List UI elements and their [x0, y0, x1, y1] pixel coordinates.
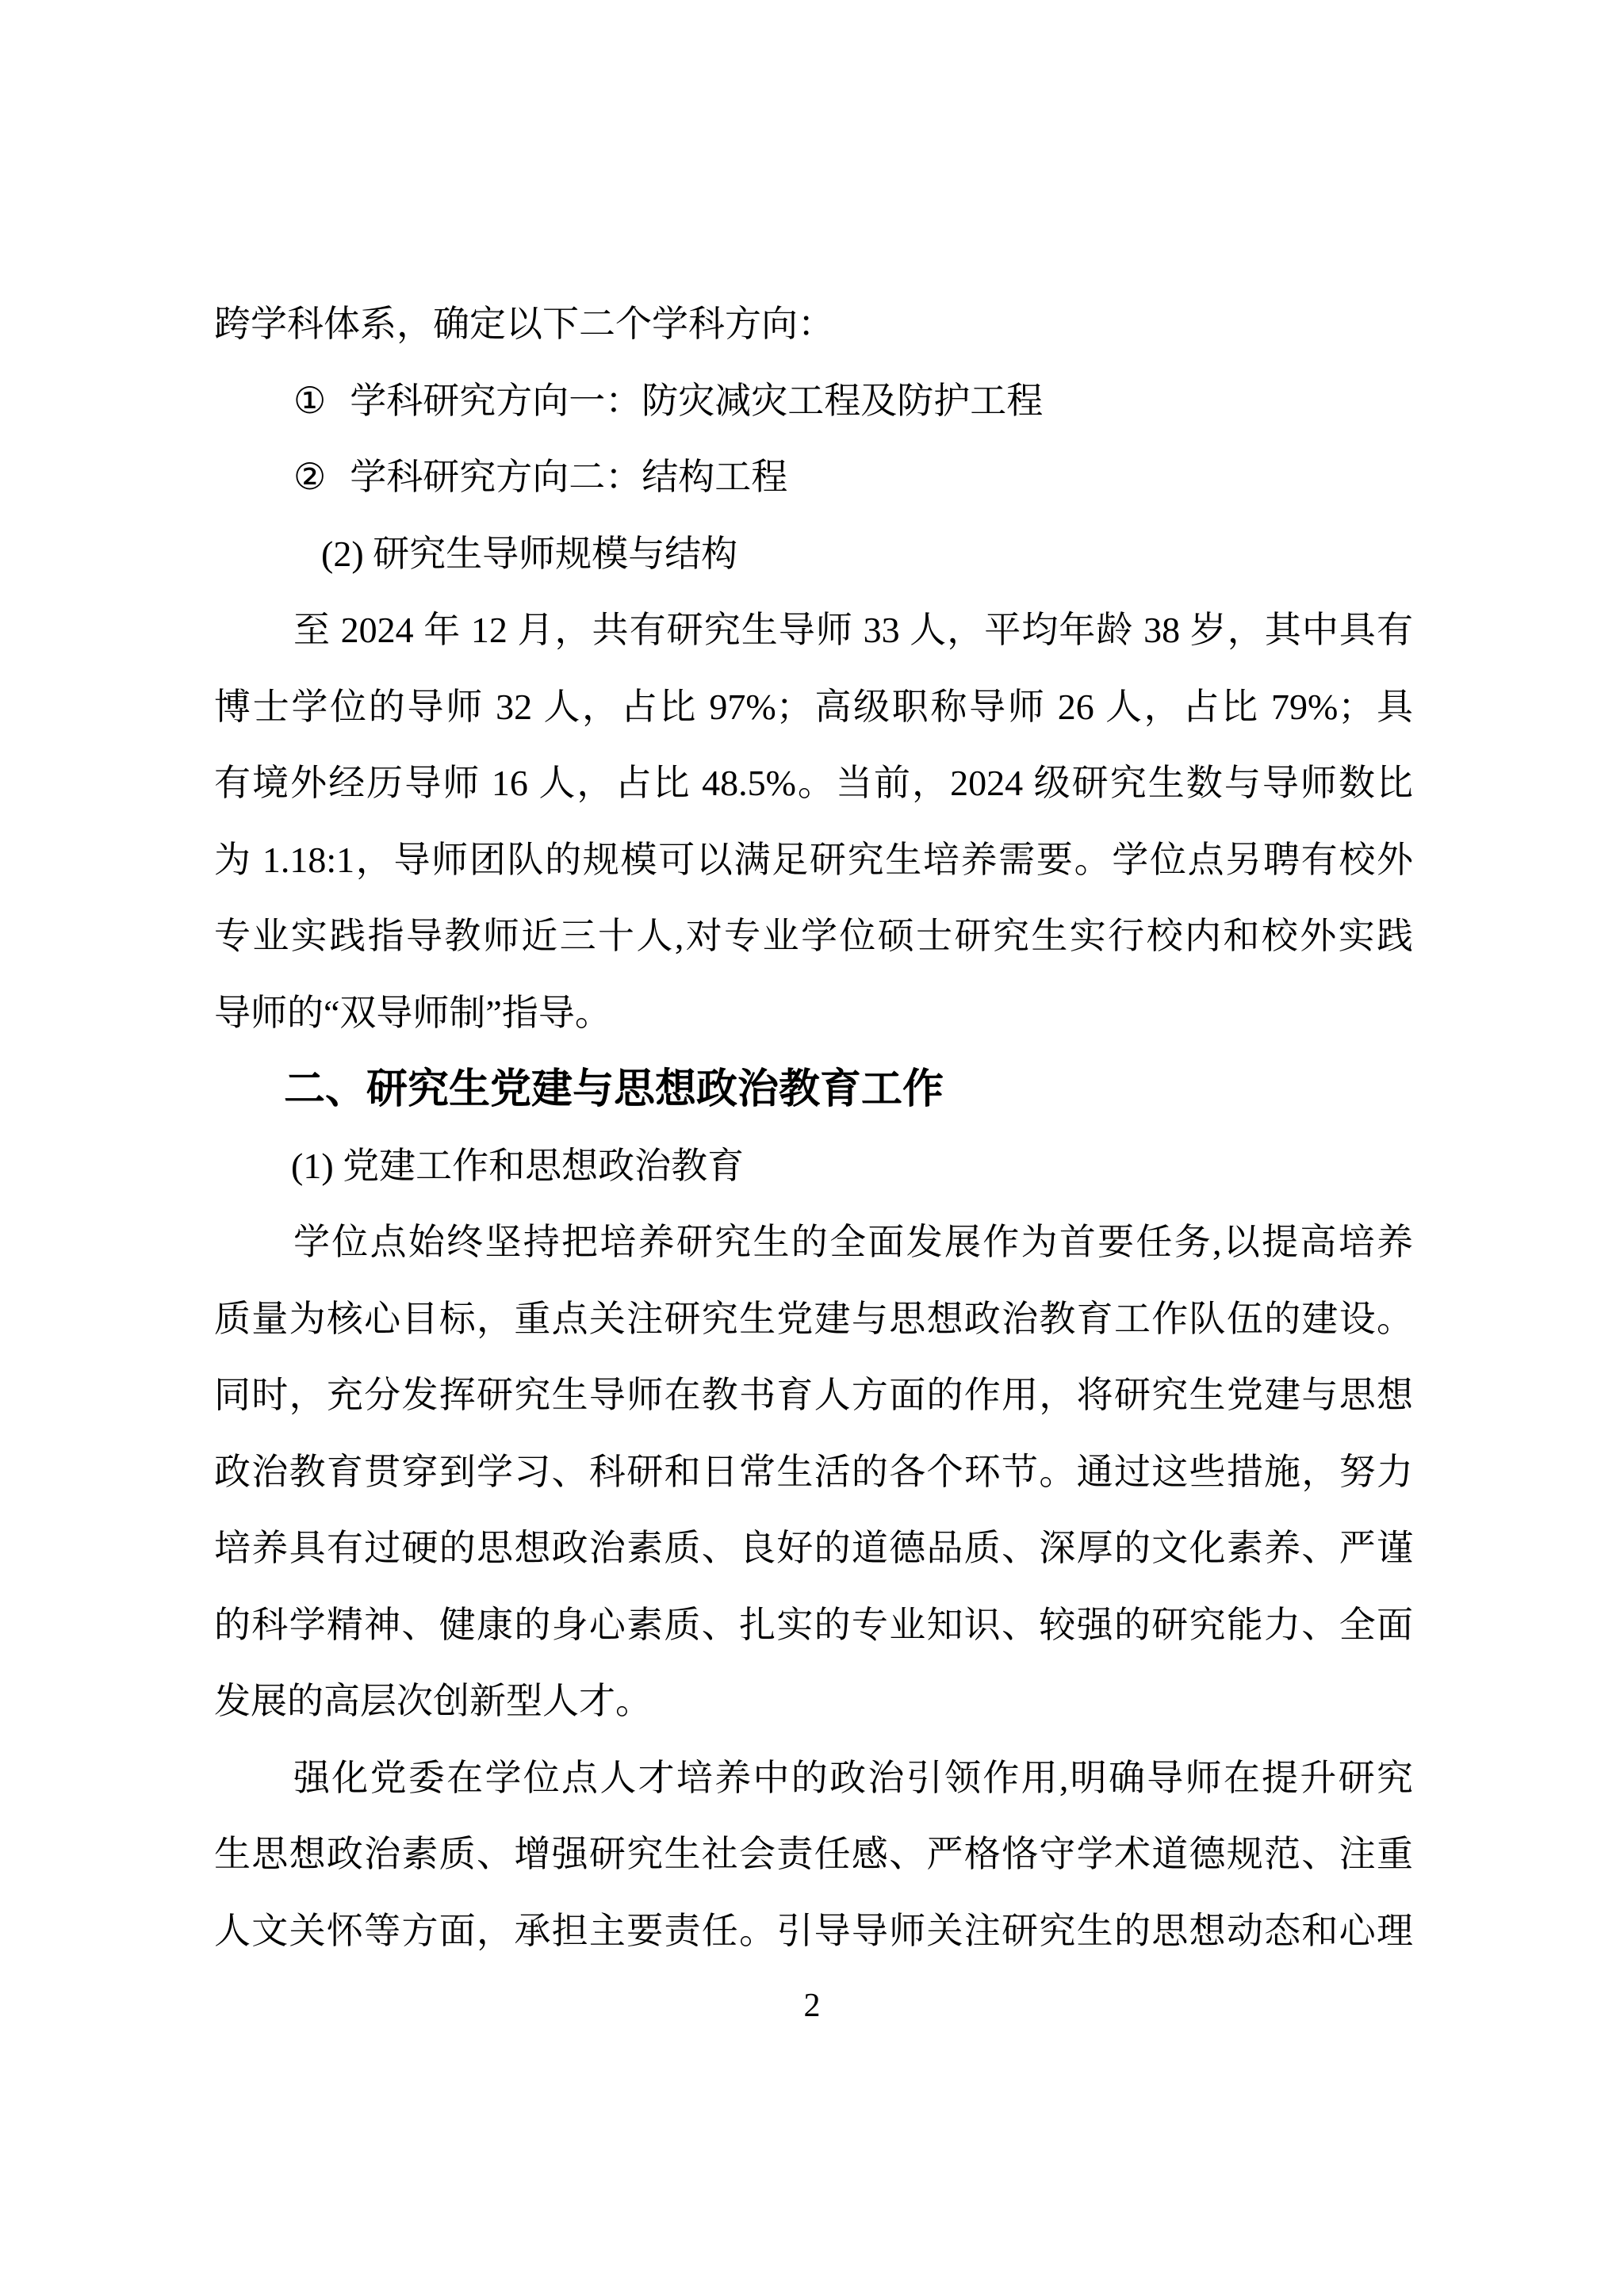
paragraph-mentor-line-2: 博士学位的导师 32 人，占比 97%；高级职称导师 26 人，占比 79%；具 — [214, 686, 1413, 727]
paragraph-lead-line-2: 生思想政治素质、增强研究生社会责任感、严格恪守学术道德规范、注重 — [214, 1834, 1413, 1874]
subheading-mentor-scale: (2) 研究生导师规模与结构 — [321, 533, 738, 574]
direction-item-2-text: 学科研究方向二：结构工程 — [350, 457, 788, 497]
paragraph-party-line-6: 的科学精神、健康的身心素质、扎实的专业知识、较强的研究能力、全面 — [214, 1604, 1413, 1645]
paragraph-mentor-line-4: 为 1.18:1，导师团队的规模可以满足研究生培养需要。学位点另聘有校外 — [214, 839, 1413, 880]
paragraph-party-line-5: 培养具有过硬的思想政治素质、良好的道德品质、深厚的文化素养、严谨 — [214, 1528, 1413, 1568]
page-body — [214, 286, 1413, 1969]
circled-two-marker: ② — [293, 457, 327, 497]
page-number: 2 — [803, 1988, 821, 2024]
paragraph-party-line-4: 政治教育贯穿到学习、科研和日常生活的各个环节。通过这些措施，努力 — [214, 1451, 1413, 1492]
paragraph-mentor-line-5: 专业实践指导教师近三十人,对专业学位硕士研究生实行校内和校外实践 — [214, 916, 1413, 956]
paragraph-party-line-1: 学位点始终坚持把培养研究生的全面发展作为首要任务,以提高培养 — [293, 1222, 1413, 1262]
section-heading-party-building: 二、研究生党建与思想政治教育工作 — [284, 1066, 944, 1112]
paragraph-mentor-line-6: 导师的“双导师制”指导。 — [214, 992, 611, 1033]
direction-item-1 — [214, 363, 1413, 440]
subheading-party-education: (1) 党建工作和思想政治教育 — [291, 1145, 745, 1186]
paragraph-mentor-line-3: 有境外经历导师 16 人，占比 48.5%。当前，2024 级研究生数与导师数比 — [214, 763, 1413, 803]
paragraph-party-line-2: 质量为核心目标，重点关注研究生党建与思想政治教育工作队伍的建设。 — [214, 1298, 1413, 1339]
paragraph-lead-line-1: 强化党委在学位点人才培养中的政治引领作用,明确导师在提升研究 — [293, 1757, 1413, 1798]
paragraph-lead-line-3: 人文关怀等方面，承担主要责任。引导导师关注研究生的思想动态和心理 — [214, 1910, 1413, 1951]
direction-item-1-text: 学科研究方向一：防灾减灾工程及防护工程 — [350, 380, 1044, 421]
paragraph-party-line-3: 同时，充分发挥研究生导师在教书育人方面的作用，将研究生党建与思想 — [214, 1375, 1413, 1415]
paragraph-party-line-7: 发展的高层次创新型人才。 — [214, 1681, 652, 1721]
carryover-line: 跨学科体系，确定以下二个学科方向： — [214, 304, 834, 344]
direction-item-2 — [214, 439, 1413, 516]
paragraph-mentor-line-1: 至 2024 年 12 月，共有研究生导师 33 人，平均年龄 38 岁，其中具有 — [293, 610, 1413, 650]
circled-one-marker: ① — [293, 380, 327, 421]
